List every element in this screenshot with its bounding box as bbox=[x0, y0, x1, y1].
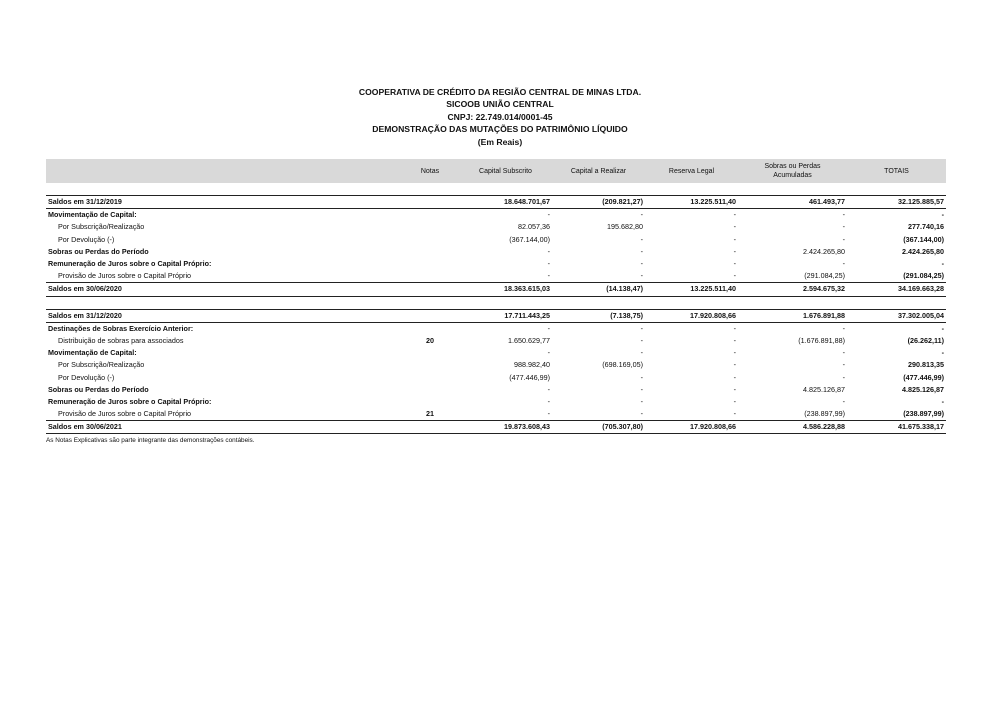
row-sobras-perdas: 461.493,77 bbox=[738, 196, 847, 209]
row-description: Por Devolução (-) bbox=[58, 372, 115, 382]
row-reserva-legal: 17.920.808,66 bbox=[645, 421, 738, 434]
row-sobras-perdas: - bbox=[842, 210, 845, 220]
header-sobras-line1: Sobras ou Perdas bbox=[764, 163, 821, 170]
row-notas bbox=[401, 421, 459, 434]
row-reserva-legal: - bbox=[733, 210, 736, 220]
row-total: (477.446,99) bbox=[903, 372, 944, 382]
row-sobras-perdas: 2.594.675,32 bbox=[738, 283, 847, 296]
row-reserva-legal: - bbox=[733, 372, 736, 382]
table-row bbox=[46, 347, 946, 359]
row-notas bbox=[401, 371, 459, 383]
table-row bbox=[46, 384, 946, 396]
row-notas bbox=[401, 283, 459, 296]
row-reserva-legal: - bbox=[733, 234, 736, 244]
statement-table-wrapper bbox=[46, 159, 946, 444]
row-capital-realizar: 195.682,80 bbox=[607, 222, 643, 232]
table-row bbox=[46, 246, 946, 258]
row-capital-subscrito: 19.873.608,43 bbox=[459, 421, 552, 434]
row-total: 37.302.005,04 bbox=[847, 309, 946, 322]
row-notas bbox=[401, 322, 459, 335]
row-notas bbox=[401, 270, 459, 283]
row-capital-subscrito: - bbox=[547, 271, 550, 281]
row-notas bbox=[401, 196, 459, 209]
company-name: COOPERATIVA DE CRÉDITO DA REGIÃO CENTRAL DE MINAS LTDA. bbox=[358, 87, 642, 97]
table-row bbox=[46, 209, 946, 222]
equity-changes-table bbox=[46, 159, 946, 434]
row-total: (367.144,00) bbox=[903, 234, 944, 244]
row-description: Remuneração de Juros sobre o Capital Próprio: bbox=[48, 259, 212, 269]
row-capital-subscrito: - bbox=[547, 384, 550, 394]
row-sobras-perdas: - bbox=[842, 222, 845, 232]
row-capital-realizar: - bbox=[640, 323, 643, 333]
table-row bbox=[46, 258, 946, 270]
row-description: Movimentação de Capital: bbox=[48, 210, 137, 220]
table-row bbox=[46, 371, 946, 383]
company-brand: SICOOB UNIÃO CENTRAL bbox=[446, 99, 554, 110]
row-sobras-perdas: (291.084,25) bbox=[804, 271, 845, 281]
table-row bbox=[46, 359, 946, 371]
row-capital-subscrito: (367.144,00) bbox=[509, 234, 550, 244]
header-capital-realizar: Capital a Realizar bbox=[552, 159, 645, 183]
row-capital-subscrito: 18.363.615,03 bbox=[459, 283, 552, 296]
row-total: 4.825.126,87 bbox=[902, 384, 944, 394]
row-description: Saldos em 30/06/2020 bbox=[46, 283, 401, 296]
row-capital-subscrito: 988.982,40 bbox=[514, 360, 550, 370]
row-notas bbox=[401, 258, 459, 270]
table-row bbox=[46, 196, 946, 209]
header-reserva-legal: Reserva Legal bbox=[645, 159, 738, 183]
row-reserva-legal: - bbox=[733, 335, 736, 345]
header-description bbox=[46, 159, 401, 183]
row-total: - bbox=[941, 323, 944, 333]
row-sobras-perdas: 4.586.228,88 bbox=[738, 421, 847, 434]
table-body bbox=[46, 183, 946, 434]
row-sobras-perdas: - bbox=[842, 259, 845, 269]
row-description: Saldos em 31/12/2020 bbox=[46, 309, 401, 322]
row-reserva-legal: 13.225.511,40 bbox=[645, 283, 738, 296]
row-capital-subscrito: - bbox=[547, 259, 550, 269]
row-reserva-legal: - bbox=[733, 259, 736, 269]
row-capital-realizar: - bbox=[640, 335, 643, 345]
row-capital-realizar: - bbox=[640, 348, 643, 358]
row-capital-subscrito: 18.648.701,67 bbox=[459, 196, 552, 209]
table-row bbox=[46, 408, 946, 421]
table-row bbox=[46, 283, 946, 296]
row-sobras-perdas: (238.897,99) bbox=[804, 409, 845, 419]
header-notas: Notas bbox=[401, 159, 459, 183]
row-sobras-perdas: (1.676.891,88) bbox=[798, 335, 845, 345]
row-notas: 21 bbox=[426, 409, 434, 419]
row-capital-realizar: (698.169,05) bbox=[602, 360, 643, 370]
row-reserva-legal: - bbox=[733, 384, 736, 394]
row-notas bbox=[401, 209, 459, 222]
row-sobras-perdas: - bbox=[842, 372, 845, 382]
row-description: Provisão de Juros sobre o Capital Próprio bbox=[58, 271, 192, 281]
table-header-row bbox=[46, 159, 946, 183]
row-capital-realizar: - bbox=[640, 234, 643, 244]
row-sobras-perdas: - bbox=[842, 323, 845, 333]
row-description: Movimentação de Capital: bbox=[48, 348, 137, 358]
row-total: 34.169.663,28 bbox=[847, 283, 946, 296]
report-unit: (Em Reais) bbox=[477, 136, 523, 147]
row-capital-realizar: - bbox=[640, 396, 643, 406]
table-row bbox=[46, 221, 946, 233]
row-sobras-perdas: - bbox=[842, 396, 845, 406]
row-reserva-legal: - bbox=[733, 360, 736, 370]
header-sobras-line2: Acumuladas bbox=[773, 172, 812, 179]
row-sobras-perdas: 4.825.126,87 bbox=[803, 384, 845, 394]
row-capital-subscrito: - bbox=[547, 210, 550, 220]
row-sobras-perdas: - bbox=[842, 234, 845, 244]
company-cnpj: CNPJ: 22.749.014/0001-45 bbox=[447, 111, 553, 122]
row-total: (26.262,11) bbox=[907, 335, 944, 345]
row-capital-subscrito: - bbox=[547, 246, 550, 256]
row-notas bbox=[401, 221, 459, 233]
row-capital-subscrito: - bbox=[547, 348, 550, 358]
row-description: Sobras ou Perdas do Período bbox=[48, 246, 149, 256]
row-total: 290.813,35 bbox=[908, 360, 944, 370]
header-totais: TOTAIS bbox=[847, 159, 946, 183]
row-description: Saldos em 31/12/2019 bbox=[46, 196, 401, 209]
row-notas bbox=[401, 396, 459, 408]
row-description: Por Subscrição/Realização bbox=[58, 360, 145, 370]
row-reserva-legal: - bbox=[733, 222, 736, 232]
row-capital-subscrito: - bbox=[547, 396, 550, 406]
row-reserva-legal: - bbox=[733, 246, 736, 256]
row-capital-subscrito: - bbox=[547, 409, 550, 419]
row-total: - bbox=[941, 396, 944, 406]
header-capital-subscrito: Capital Subscrito bbox=[459, 159, 552, 183]
row-total: 277.740,16 bbox=[908, 222, 944, 232]
row-reserva-legal: 17.920.808,66 bbox=[645, 309, 738, 322]
row-capital-realizar: - bbox=[640, 271, 643, 281]
row-total: 2.424.265,80 bbox=[902, 246, 944, 256]
row-capital-subscrito: 17.711.443,25 bbox=[459, 309, 552, 322]
row-notas: 20 bbox=[426, 335, 434, 345]
row-total: (238.897,99) bbox=[903, 409, 944, 419]
row-capital-realizar: - bbox=[640, 372, 643, 382]
footnote: As Notas Explicativas são parte integrante das demonstrações contábeis. bbox=[46, 437, 255, 445]
row-notas bbox=[401, 347, 459, 359]
row-capital-subscrito: 1.650.629,77 bbox=[508, 335, 550, 345]
row-notas bbox=[401, 246, 459, 258]
row-capital-realizar: (7.138,75) bbox=[552, 309, 645, 322]
row-sobras-perdas: - bbox=[842, 348, 845, 358]
row-capital-realizar: - bbox=[640, 259, 643, 269]
row-notas bbox=[401, 359, 459, 371]
row-notas bbox=[401, 384, 459, 396]
row-capital-realizar: - bbox=[640, 246, 643, 256]
row-description: Provisão de Juros sobre o Capital Próprio bbox=[58, 409, 192, 419]
report-header bbox=[0, 86, 1000, 148]
row-total: 32.125.885,57 bbox=[847, 196, 946, 209]
row-notas bbox=[401, 234, 459, 246]
row-notas bbox=[401, 309, 459, 322]
row-description: Distribuição de sobras para associados bbox=[58, 335, 184, 345]
row-reserva-legal: - bbox=[733, 409, 736, 419]
table-row bbox=[46, 234, 946, 246]
row-capital-subscrito: (477.446,99) bbox=[509, 372, 550, 382]
row-description: Sobras ou Perdas do Período bbox=[48, 384, 149, 394]
row-sobras-perdas: - bbox=[842, 360, 845, 370]
row-total: - bbox=[941, 259, 944, 269]
row-capital-realizar: - bbox=[640, 384, 643, 394]
report-title: DEMONSTRAÇÃO DAS MUTAÇÕES DO PATRIMÔNIO LÍQUIDO bbox=[372, 124, 628, 135]
row-capital-realizar: (705.307,80) bbox=[552, 421, 645, 434]
row-description: Saldos em 30/06/2021 bbox=[46, 421, 401, 434]
row-description: Por Subscrição/Realização bbox=[58, 222, 145, 232]
row-description: Por Devolução (-) bbox=[58, 234, 115, 244]
table-row bbox=[46, 396, 946, 408]
table-row bbox=[46, 309, 946, 322]
row-description: Remuneração de Juros sobre o Capital Próprio: bbox=[48, 396, 212, 406]
table-row bbox=[46, 335, 946, 347]
row-capital-realizar: - bbox=[640, 210, 643, 220]
row-capital-realizar: (14.138,47) bbox=[552, 283, 645, 296]
row-capital-realizar: - bbox=[640, 409, 643, 419]
row-reserva-legal: 13.225.511,40 bbox=[645, 196, 738, 209]
row-capital-subscrito: - bbox=[547, 323, 550, 333]
row-sobras-perdas: 1.676.891,88 bbox=[738, 309, 847, 322]
row-reserva-legal: - bbox=[733, 271, 736, 281]
row-description: Destinações de Sobras Exercício Anterior: bbox=[48, 323, 194, 333]
row-capital-realizar: (209.821,27) bbox=[552, 196, 645, 209]
row-total: 41.675.338,17 bbox=[847, 421, 946, 434]
row-total: - bbox=[941, 348, 944, 358]
table-row bbox=[46, 421, 946, 434]
table-row bbox=[46, 270, 946, 283]
header-sobras-perdas bbox=[738, 159, 847, 183]
table-row bbox=[46, 322, 946, 335]
row-capital-subscrito: 82.057,36 bbox=[518, 222, 550, 232]
row-sobras-perdas: 2.424.265,80 bbox=[803, 246, 845, 256]
row-reserva-legal: - bbox=[733, 348, 736, 358]
row-total: (291.084,25) bbox=[903, 271, 944, 281]
row-reserva-legal: - bbox=[733, 323, 736, 333]
row-total: - bbox=[941, 210, 944, 220]
row-reserva-legal: - bbox=[733, 396, 736, 406]
